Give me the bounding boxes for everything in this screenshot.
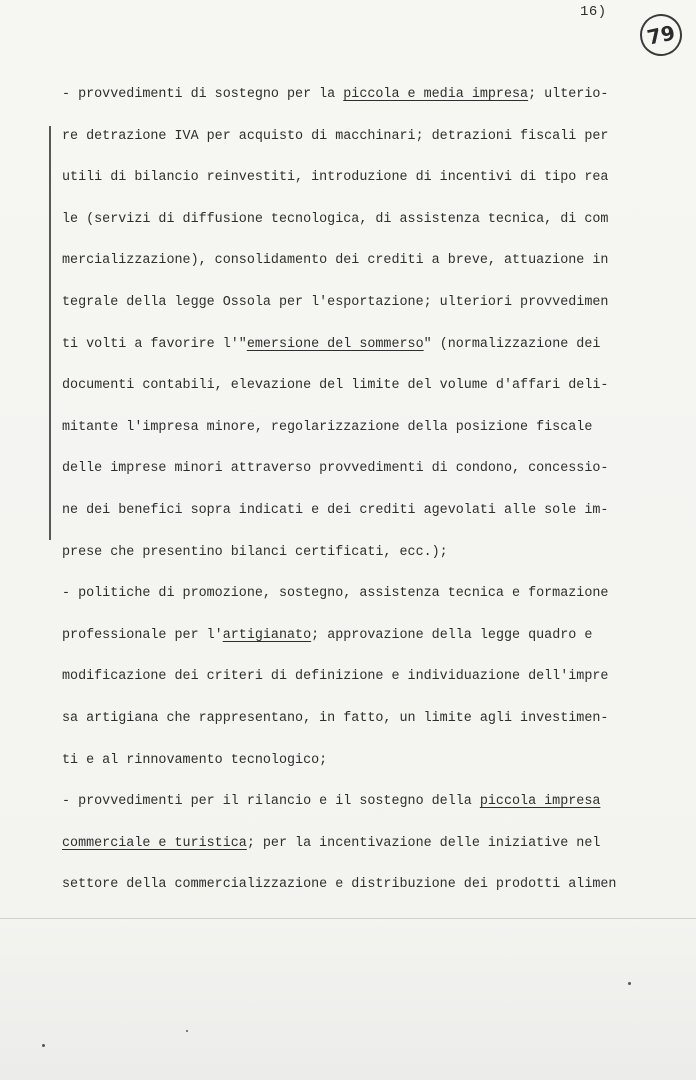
text-line bbox=[62, 532, 647, 574]
margin-marker-line bbox=[49, 126, 51, 540]
page-number: 16) bbox=[580, 4, 607, 20]
text-line bbox=[62, 365, 647, 407]
text-segment: - politiche di promozione, sostegno, assistenza tecnica e formazione bbox=[62, 586, 609, 602]
text-segment: - provvedimenti per il rilancio e il sostegno della bbox=[62, 794, 480, 810]
text-line bbox=[62, 615, 647, 657]
underlined-text: commerciale e turistica bbox=[62, 835, 247, 851]
text-line bbox=[62, 157, 647, 199]
text-segment: settore della commercializzazione e distribuzione dei prodotti alimen bbox=[62, 877, 617, 893]
text-segment: utili di bilancio reinvestiti, introduzione di incentivi di tipo rea bbox=[62, 170, 609, 186]
text-line bbox=[62, 116, 647, 158]
text-line bbox=[62, 448, 647, 490]
text-segment: professionale per l' bbox=[62, 627, 223, 643]
text-segment: ; approvazione della legge quadro e bbox=[311, 627, 593, 643]
underlined-text: emersione del sommerso bbox=[246, 336, 424, 352]
underlined-text: artigianato bbox=[222, 627, 312, 643]
text-segment: ; per la incentivazione delle iniziative nel bbox=[246, 835, 601, 851]
scan-speck bbox=[42, 1044, 45, 1047]
text-segment: sa artigiana che rappresentano, in fatto, un limite agli investimen- bbox=[62, 710, 609, 726]
body-text bbox=[62, 74, 647, 906]
text-segment: " (normalizzazione dei bbox=[423, 336, 601, 352]
text-segment: mercializzazione), consolidamento dei crediti a breve, attuazione in bbox=[62, 253, 609, 269]
text-line bbox=[62, 781, 647, 823]
text-line bbox=[62, 490, 647, 532]
scan-speck bbox=[186, 1030, 188, 1032]
text-line bbox=[62, 240, 647, 282]
text-segment: documenti contabili, elevazione del limite del volume d'affari deli- bbox=[62, 378, 609, 394]
text-segment: modificazione dei criteri di definizione e individuazione dell'impre bbox=[62, 669, 609, 685]
text-segment: ; ulterio- bbox=[528, 87, 609, 102]
text-line bbox=[62, 573, 647, 615]
text-line bbox=[62, 199, 647, 241]
text-segment: prese che presentino bilanci certificati, ecc.); bbox=[62, 544, 448, 560]
text-segment: delle imprese minori attraverso provvedimenti di condono, concessio- bbox=[62, 461, 609, 477]
text-line bbox=[62, 74, 647, 116]
underlined-text: piccola e media impresa bbox=[343, 87, 529, 102]
text-line bbox=[62, 698, 647, 740]
text-line bbox=[62, 656, 647, 698]
scan-speck bbox=[628, 982, 631, 985]
text-segment: ne dei benefici sopra indicati e dei crediti agevolati alle sole im- bbox=[62, 502, 609, 518]
text-segment: ti e al rinnovamento tecnologico; bbox=[62, 752, 328, 768]
text-line bbox=[62, 407, 647, 449]
archive-stamp: 79 bbox=[636, 10, 686, 60]
text-segment: ti volti a favorire l'" bbox=[62, 336, 247, 352]
text-segment: tegrale della legge Ossola per l'esportazione; ulteriori provvedimen bbox=[62, 294, 609, 310]
page-bottom-edge bbox=[0, 918, 696, 919]
text-line bbox=[62, 740, 647, 782]
text-line bbox=[62, 864, 647, 906]
underlined-text: piccola impresa bbox=[479, 794, 601, 810]
text-segment: - provvedimenti di sostegno per la bbox=[62, 87, 344, 102]
text-segment: mitante l'impresa minore, regolarizzazione della posizione fiscale bbox=[62, 419, 593, 435]
text-segment: re detrazione IVA per acquisto di macchinari; detrazioni fiscali per bbox=[62, 128, 609, 144]
text-segment: le (servizi di diffusione tecnologica, di assistenza tecnica, di com bbox=[62, 211, 609, 227]
text-line bbox=[62, 823, 647, 865]
text-line bbox=[62, 324, 647, 366]
text-line bbox=[62, 282, 647, 324]
